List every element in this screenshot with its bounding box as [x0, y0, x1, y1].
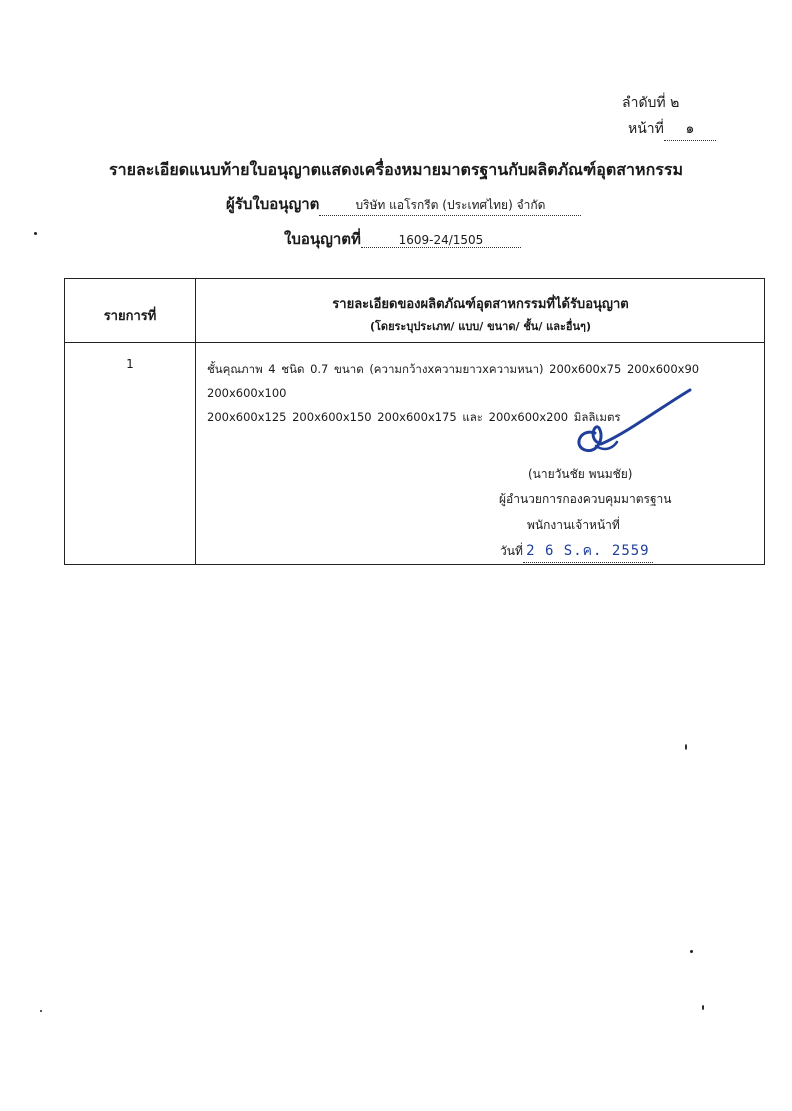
- serial-number: [622, 92, 679, 114]
- table-row-item-number: 1: [126, 357, 134, 371]
- handwritten-signature: [555, 378, 705, 458]
- license-number-label: ใบอนุญาตที่: [284, 230, 361, 248]
- license-number-value: 1609-24/1505: [361, 233, 521, 248]
- header-divider: [65, 342, 764, 343]
- license-number-line: [284, 227, 521, 251]
- page-value: ๑: [664, 118, 716, 141]
- serial-value: ๒: [670, 95, 680, 111]
- licensee-line: [226, 192, 581, 216]
- page-number: [628, 118, 716, 141]
- licensee-value: บริษัท แอโรกรีต (ประเทศไทย) จำกัด: [319, 196, 581, 216]
- scan-speck: [690, 950, 693, 953]
- column-header-detail: รายละเอียดของผลิตภัณฑ์อุตสาหกรรมที่ได้รับอนุญาต: [332, 297, 629, 312]
- signatory-position: ผู้อำนวยการกองควบคุมมาตรฐาน: [499, 492, 672, 506]
- scan-speck: [34, 232, 37, 235]
- detail-line-2: 200x600x125 200x600x150 200x600x175 และ 200x600x200 มิลลิเมตร: [207, 410, 621, 424]
- scan-speck: [702, 1005, 704, 1010]
- date-label: วันที่: [500, 544, 523, 558]
- detail-line-1: ชั้นคุณภาพ 4 ชนิด 0.7 ขนาด (ความกว้างxความยาวxความหนา) 200x600x75 200x600x90 200x600x100: [207, 362, 700, 400]
- date-stamp: 2 6 S.ค. 2559: [526, 543, 650, 559]
- date-field: [523, 540, 653, 563]
- licensee-label: ผู้รับใบอนุญาต: [226, 195, 320, 213]
- column-header-detail-subtitle: (โดยระบุประเภท/ แบบ/ ขนาด/ ชั้น/ และอื่นๆ): [370, 320, 591, 333]
- signatory-role: พนักงานเจ้าหน้าที่: [527, 518, 620, 532]
- signing-date: [500, 540, 653, 563]
- scan-speck: [40, 1010, 42, 1012]
- scan-speck: [685, 744, 687, 750]
- page-label: หน้าที่: [628, 121, 664, 137]
- signatory-name: (นายวันชัย พนมชัย): [528, 467, 633, 481]
- document-title: รายละเอียดแนบท้ายใบอนุญาตแสดงเครื่องหมายมาตรฐานกับผลิตภัณฑ์อุตสาหกรรม: [108, 160, 684, 179]
- serial-label: ลำดับที่: [622, 95, 666, 111]
- column-header-item: รายการที่: [103, 309, 157, 324]
